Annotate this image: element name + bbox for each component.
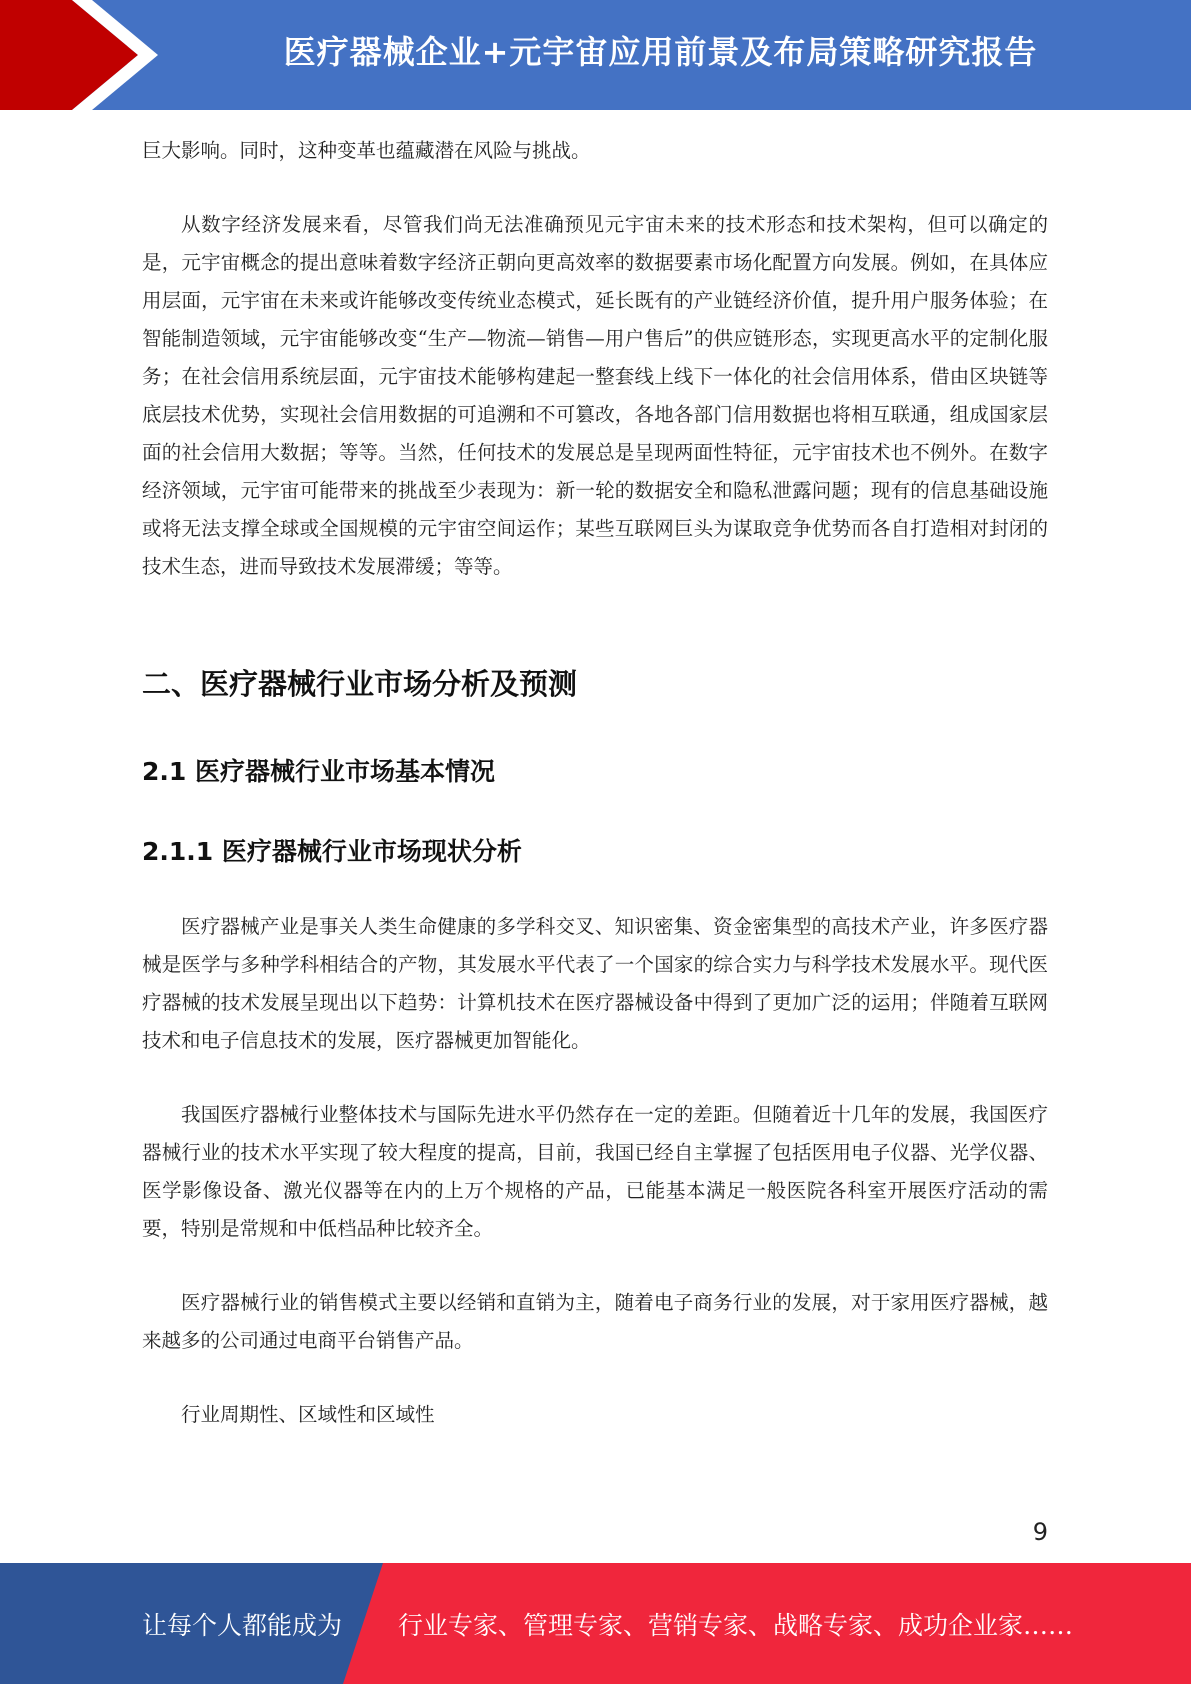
paragraph-industry-overview: 医疗器械产业是事关人类生命健康的多学科交叉、知识密集、资金密集型的高技术产业，许多医疗器械是医学与多种学科相结合的产物，其发展水平代表了一个国家的综合实力与科学技术发展水平。现代医疗器械的技术发展呈现出以下趋势：计算机技术在医疗器械设备中得到了更加广泛的运用；伴随着互联网技术和电子信息技术的发展，医疗器械更加智能化。 [142, 915, 1048, 1052]
paragraph-continued: 巨大影响。同时，这种变革也蕴藏潜在风险与挑战。 [142, 139, 591, 162]
report-title: 医疗器械企业+元宇宙应用前景及布局策略研究报告 [283, 33, 1038, 71]
paragraph-cyclicality: 行业周期性、区域性和区域性 [181, 1403, 435, 1426]
footer-slogan-left: 让每个人都能成为 [142, 1610, 343, 1640]
subsubsection-heading: 2.1.1 医疗器械行业市场现状分析 [142, 837, 522, 866]
page-header [0, 0, 1191, 110]
paragraph-domestic-technology: 我国医疗器械行业整体技术与国际先进水平仍然存在一定的差距。但随着近十几年的发展，我国医疗器械行业的技术水平实现了较大程度的提高，目前，我国已经自主掌握了包括医用电子仪器、光学仪器、医学影像设备、激光仪器等在内的上万个规格的产品，已能基本满足一般医院各科室开展医疗活动的需要，特别是常规和中低档品种比较齐全。 [142, 1103, 1048, 1240]
footer-slogan-right: 行业专家、管理专家、营销专家、战略专家、成功企业家…… [398, 1610, 1074, 1640]
paragraph-digital-economy: 从数字经济发展来看，尽管我们尚无法准确预见元宇宙未来的技术形态和技术架构，但可以确定的是，元宇宙概念的提出意味着数字经济正朝向更高效率的数据要素市场化配置方向发展。例如，在具体应用层面，元宇宙在未来或许能够改变传统业态模式，延长既有的产业链经济价值，提升用户服务体验；在智能制造领域，元宇宙能够改变“生产—物流—销售—用户售后”的供应链形态，实现更高水平的定制化服务；在社会信用系统层面，元宇宙技术能够构建起一整套线上线下一体化的社会信用体系，借由区块链等底层技术优势，实现社会信用数据的可追溯和不可篡改，各地各部门信用数据也将相互联通，组成国家层面的社会信用大数据；等等。当然，任何技术的发展总是呈现两面性特征，元宇宙技术也不例外。在数字经济领域，元宇宙可能带来的挑战至少表现为：新一轮的数据安全和隐私泄露问题；现有的信息基础设施或将无法支撑全球或全国规模的元宇宙空间运作；某些互联网巨头为谋取竞争优势而各自打造相对封闭的技术生态，进而导致技术发展滞缓；等等。 [142, 213, 1048, 578]
page-number: 9 [1032, 1518, 1048, 1546]
page-content [142, 132, 1048, 1434]
subsection-heading: 2.1 医疗器械行业市场基本情况 [142, 757, 495, 786]
page-footer [0, 1563, 1191, 1684]
paragraph-sales-model: 医疗器械行业的销售模式主要以经销和直销为主，随着电子商务行业的发展，对于家用医疗器械，越来越多的公司通过电商平台销售产品。 [142, 1291, 1048, 1352]
section-heading: 二、医疗器械行业市场分析及预测 [142, 667, 578, 701]
